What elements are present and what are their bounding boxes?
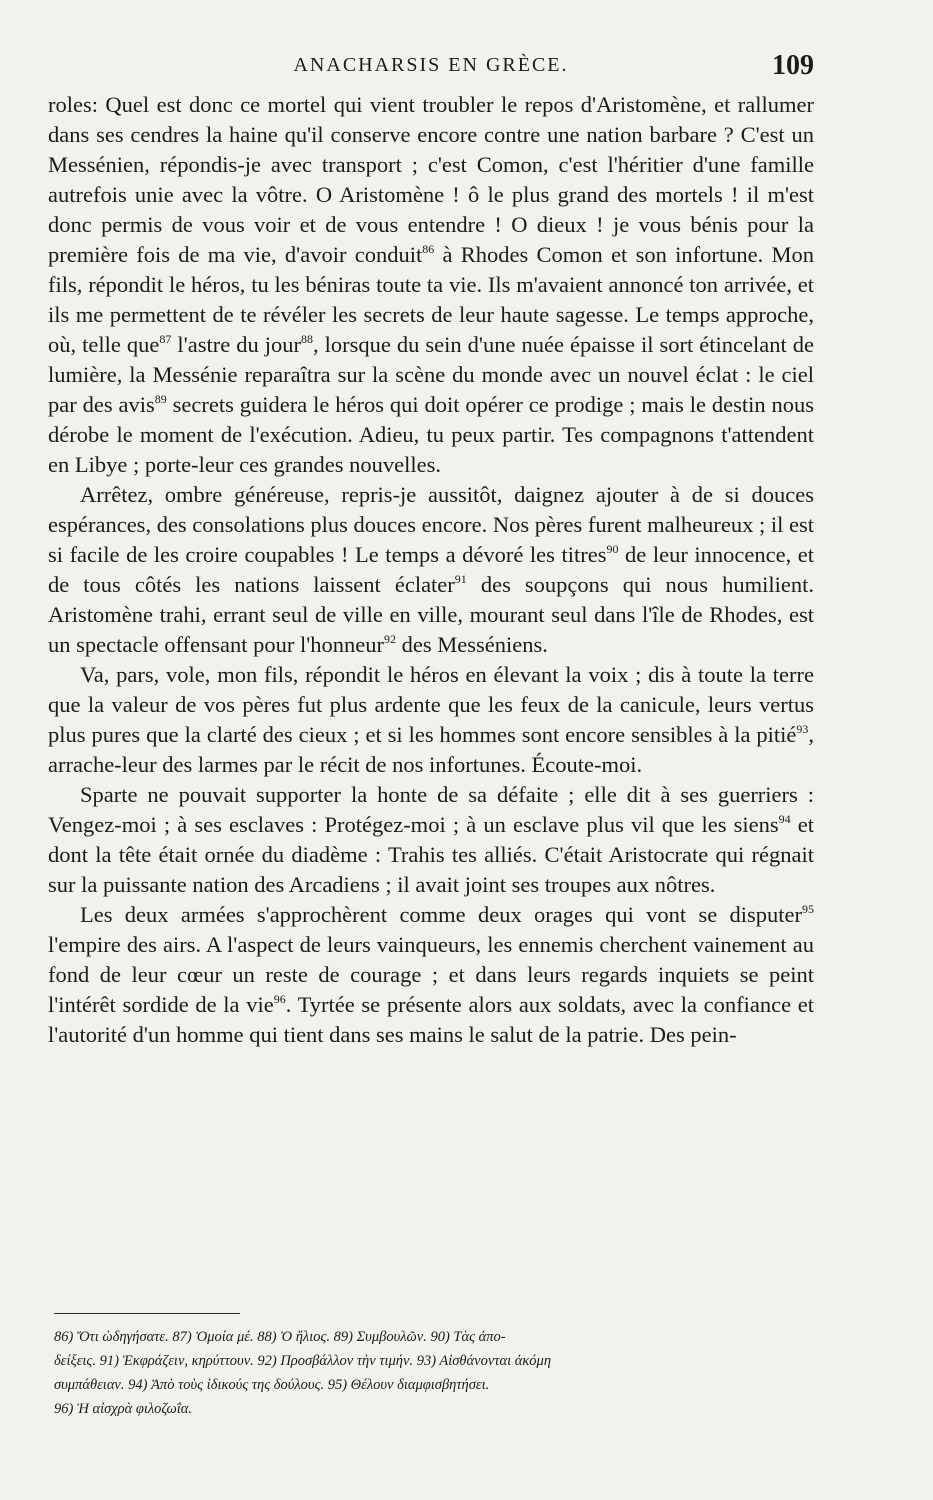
paragraph <box>48 660 814 780</box>
footnote-marker: 87 <box>159 332 172 346</box>
footnote-line: δείξεις. 91) Ἐκφράζειν, κηρύττουν. 92) Προσβάλλον τὴν τιμήν. 93) Αἰσθάνονται ἀκόμη <box>54 1353 552 1369</box>
text-run: , arrache-leur des larmes par le récit de nos infortunes. Écoute-moi. <box>48 722 814 777</box>
footnote-marker: 95 <box>802 902 814 916</box>
page-number: 109 <box>772 50 814 81</box>
footnote-rule <box>54 1313 240 1314</box>
footnote-marker: 91 <box>454 572 467 586</box>
text-run: à Rhodes Comon et son infortune. Mon fils, répondit le héros, tu les béniras toute ta vie. Ils m'avaient annoncé ton arrivée, et ils me permettent de te révéler les secrets de leur haute sagesse. Le temps approche, où, telle que <box>48 242 814 357</box>
text-run: l'astre du jour <box>171 332 301 357</box>
footnote-marker: 89 <box>154 392 167 406</box>
text-run: l'empire des airs. A l'aspect de leurs vainqueurs, les ennemis cherchent vainement au fond de leur cœur un reste de courage ; et dans leurs regards inquiets se peint l'intérêt sordide de la vie <box>48 932 814 1017</box>
footnote-line: συμπάθειαν. 94) Ἀπὸ τοὺς ἰδικούς της δούλους. 95) Θέλουν διαμφισβητήσει. <box>54 1377 490 1393</box>
body-text <box>48 90 814 1050</box>
footnote-marker: 93 <box>796 722 809 736</box>
text-run: Va, pars, vole, mon fils, répondit le héros en élevant la voix ; dis à toute la terre que la valeur de vos pères fut plus ardente que les feux de la canicule, leurs vertus plus pures que la clarté des cieux ; et si les hommes sont encore sensibles à la pitié <box>48 662 814 747</box>
text-run: des Messéniens. <box>396 632 548 657</box>
text-run: et dont la tête était ornée du diadème : Trahis tes alliés. C'était Aristocrate qui régnait sur la puissante nation des Arcadiens ; il avait joint ses troupes aux nôtres. <box>48 812 814 897</box>
text-run: , lorsque du sein d'une nuée épaisse il sort étincelant de lumière, la Messénie reparaîtra sur la scène du monde avec un nouvel éclat : le ciel par des avis <box>48 332 814 417</box>
text-run: . Tyrtée se présente alors aux soldats, avec la confiance et l'autorité d'un homme qui tient dans ses mains le salut de la patrie. Des pein- <box>48 992 814 1047</box>
footnotes <box>54 1325 814 1421</box>
footnote-line: 86) Ὅτι ὡδηγήσατε. 87) Ὁμοία μέ. 88) Ὁ ἥλιος. 89) Συμβουλῶν. 90) Τὰς ἀπο- <box>54 1329 506 1345</box>
paragraph <box>48 480 814 660</box>
text-run: Arrêtez, ombre généreuse, repris-je aussitôt, daignez ajouter à de si douces espérances, des consolations plus douces encore. Nos pères furent malheureux ; il est si facile de les croire coupables ! Le temps a dévoré les titres <box>48 482 815 567</box>
text-run: roles: Quel est donc ce mortel qui vient troubler le repos d'Aristomène, et rallumer dans ses cendres la haine qu'il conserve encore contre une nation barbare ? C'est un Messénien, répondis-je avec transport ; c'est Comon, c'est l'héritier d'une famille autrefois unie avec la vôtre. O Aristomène ! ô le plus grand des mortels ! il m'est donc permis de vous voir et de vous entendre ! O dieux ! je vous bénis pour la première fois de ma vie, d'avoir conduit <box>48 92 814 267</box>
text-run: de leur innocence, et de tous côtés les nations laissent éclater <box>48 542 814 597</box>
footnote-marker: 86 <box>422 242 435 256</box>
running-head <box>48 50 814 84</box>
paragraph <box>48 900 814 1050</box>
footnote-marker: 92 <box>384 632 397 646</box>
footnote-line: 96) Ἡ αἰσχρὰ φιλοζωΐα. <box>54 1401 192 1417</box>
text-run: Sparte ne pouvait supporter la honte de sa défaite ; elle dit à ses guerriers : Vengez-moi ; à ses esclaves : Protégez-moi ; à un esclave plus vil que les siens <box>48 782 814 837</box>
text-run: secrets guidera le héros qui doit opérer ce prodige ; mais le destin nous dérobe le moment de l'exécution. Adieu, tu peux partir. Tes compagnons t'attendent en Libye ; porte-leur ces grandes nouvelles. <box>48 392 814 477</box>
running-title: ANACHARSIS EN GRÈCE. <box>293 54 569 76</box>
footnote-marker: 88 <box>300 332 313 346</box>
paragraph <box>48 780 814 900</box>
text-run: des soupçons qui nous humilient. Aristomène trahi, errant seul de ville en ville, mourant seul dans l'île de Rhodes, est un spectacle offensant pour l'honneur <box>48 572 814 657</box>
footnote-marker: 90 <box>606 542 619 556</box>
paragraph <box>48 90 814 480</box>
text-run: Les deux armées s'approchèrent comme deux orages qui vont se disputer <box>80 902 802 927</box>
footnote-marker: 96 <box>273 992 286 1006</box>
footnote-marker: 94 <box>778 812 791 826</box>
